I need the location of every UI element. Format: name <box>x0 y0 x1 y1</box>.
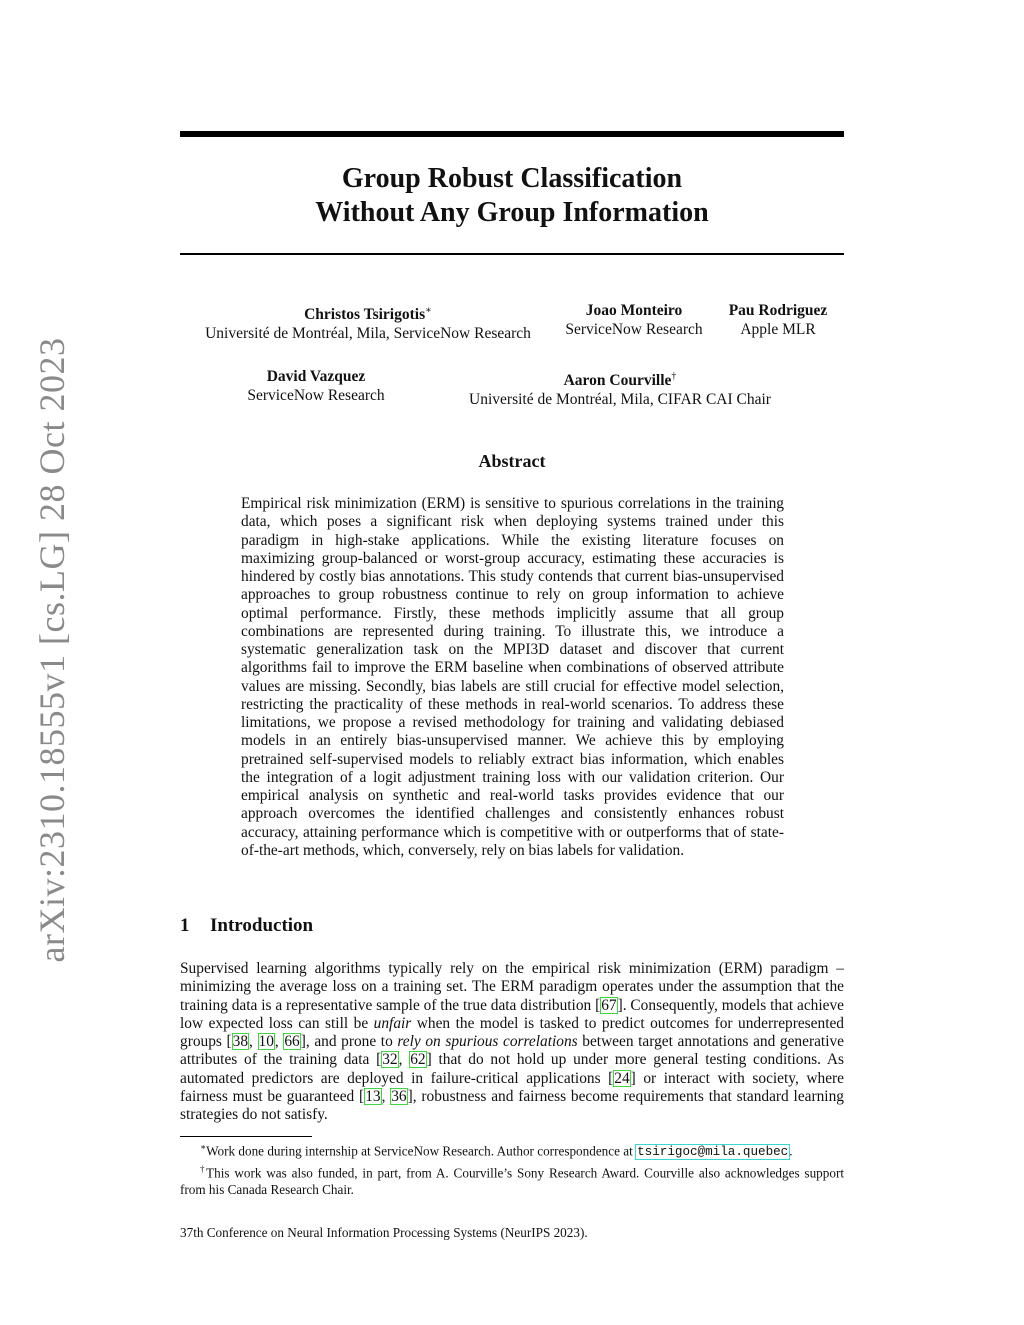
author-affiliation: Université de Montréal, Mila, ServiceNow Research <box>205 325 531 343</box>
citation-link[interactable]: 32 <box>382 1051 398 1069</box>
author-affiliation: ServiceNow Research <box>565 321 703 338</box>
citation-link[interactable]: 62 <box>410 1051 426 1069</box>
abstract-heading: Abstract <box>478 451 546 471</box>
emphasis: rely on spurious correlations <box>397 1033 578 1050</box>
citation-link[interactable]: 38 <box>232 1033 249 1050</box>
author-affiliation: Apple MLR <box>740 321 816 338</box>
author-name: Aaron Courville <box>563 372 672 390</box>
citation-link[interactable]: 24 <box>614 1069 630 1087</box>
author-footnote-mark: ∗ <box>425 305 432 316</box>
author-name: David Vazquez <box>266 368 366 385</box>
author-name: Christos Tsirigotis <box>304 306 426 324</box>
author-name: Joao Monteiro <box>585 302 683 319</box>
author-affiliation: ServiceNow Research <box>247 387 385 404</box>
author-block <box>190 301 546 343</box>
author-name: Pau Rodriguez <box>728 302 828 319</box>
title-top-rule <box>180 131 844 137</box>
citation-link[interactable]: 36 <box>391 1087 407 1105</box>
title-line-2: Without Any Group Information <box>315 197 709 228</box>
arxiv-identifier: arXiv:2310.18555v1 [cs.LG] 28 Oct 2023 <box>32 337 72 963</box>
footnote-2: †This work was also funded, in part, from A. Courville’s Sony Research Award. Courville also acknowledges support from his Canada Research Chair. <box>180 1163 844 1197</box>
title-line-1: Group Robust Classification <box>341 163 683 194</box>
footnotes <box>180 1139 844 1198</box>
author-block <box>718 301 838 339</box>
section-heading <box>180 915 313 937</box>
email-link[interactable]: tsirigoc@mila.quebec <box>637 1145 789 1160</box>
footnote-rule <box>180 1136 312 1137</box>
footnote-1: ∗Work done during internship at ServiceNow Research. Author correspondence at tsirigoc@mila.quebec. <box>200 1142 793 1160</box>
author-affiliation: Université de Montréal, Mila, CIFAR CAI Chair <box>469 391 771 409</box>
conference-note: 37th Conference on Neural Information Processing Systems (NeurIPS 2023). <box>180 1225 588 1240</box>
citation-link[interactable]: 13 <box>365 1087 381 1105</box>
citation-link[interactable]: 66 <box>284 1033 300 1050</box>
citation-link[interactable]: 10 <box>258 1033 274 1050</box>
intro-paragraph: Supervised learning algorithms typically rely on the empirical risk minimization (ERM) paradigm – minimizing the average loss on a training set. The ERM paradigm operates under the assumption that the training data is a representative sample of the true data distribution [67]. Consequently, models that achieve low expected loss can still be unfair when the model is tasked to predict outcomes for underrepresented groups [38, 10, 66], and prone to rely on spurious correlations between target annotations and generative attributes of the training data [32, 62] that do not hold up under more general testing conditions. As automated predictors are deployed in failure-critical applications [24] or interact with society, where fairness must be guaranteed [13, 36], robustness and fairness become requirements that standard learning strategies do not satisfy. <box>180 960 845 1123</box>
section-number: 1 <box>180 915 190 936</box>
paper-title <box>180 162 844 230</box>
abstract-body: Empirical risk minimization (ERM) is sensitive to spurious correlations in the training data, which poses a significant risk when deploying systems trained under this paradigm in high-stake applications. While the existing literature focuses on maximizing group-balanced or worst-group accuracy, estimating these accuracies is hindered by costly bias annotations. This study contends that current bias-unsupervised approaches to group robustness continue to rely on group information to achieve optimal performance. Firstly, these methods implicitly assume that all group combinations are represented during training. To illustrate this, we introduce a systematic generalization task on the MPI3D dataset and discover that current algorithms fail to improve the ERM baseline when combinations of observed attribute values are missing. Secondly, bias labels are still crucial for effective model selection, restricting the practicality of these methods in real-world scenarios. To address these limitations, we propose a revised methodology for training and validating debiased models in an entirely bias-unsupervised manner. We achieve this by employing pretrained self-supervised models to reliably extract bias information, which enables the integration of a logit adjustment training loss with our validation criterion. Our empirical analysis on synthetic and real-world tasks provides evidence that our approach overcomes the identified challenges and consistently enhances robust accuracy, attaining performance which is competitive with or outperforms that of state-of-the-art methods, which, conversely, rely on bias labels for validation. <box>241 495 784 859</box>
author-block <box>450 367 790 409</box>
emphasis: unfair <box>373 1014 412 1032</box>
author-block <box>236 367 396 405</box>
title-bottom-rule <box>180 253 844 255</box>
citation-link[interactable]: 67 <box>601 996 617 1014</box>
author-footnote-mark: † <box>671 371 677 382</box>
section-title: Introduction <box>210 915 314 936</box>
author-block <box>556 301 712 339</box>
